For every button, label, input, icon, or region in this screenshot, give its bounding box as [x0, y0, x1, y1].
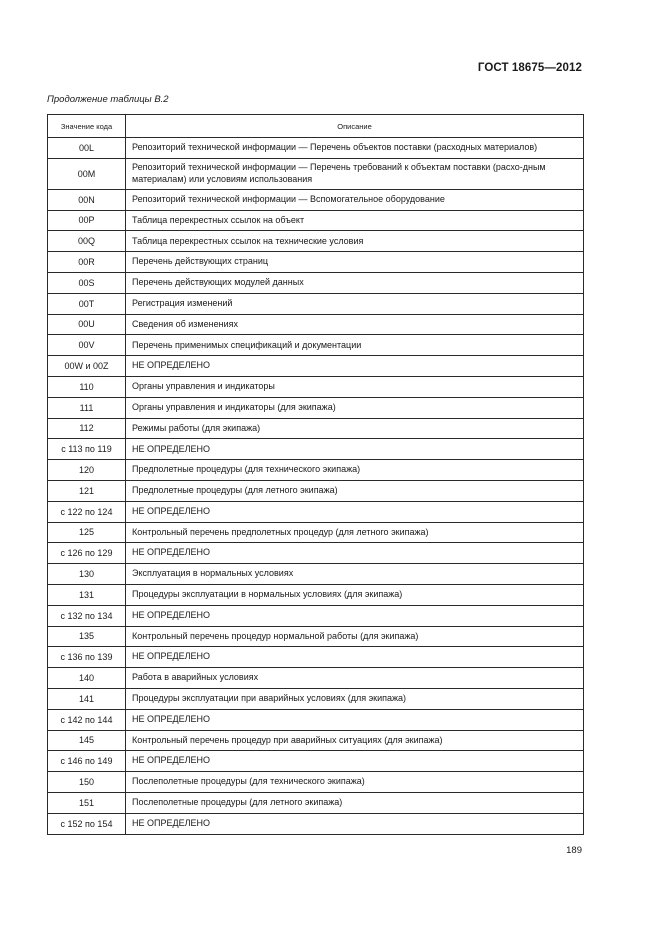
- table-row: [48, 584, 584, 605]
- description-cell: Репозиторий технической информации — Перечень объектов поставки (расходных материалов): [126, 138, 584, 159]
- code-value-cell: 141: [48, 688, 126, 709]
- code-value-cell: 121: [48, 480, 126, 501]
- table-row: [48, 356, 584, 377]
- table-body: [48, 138, 584, 835]
- description-cell: Эксплуатация в нормальных условиях: [126, 564, 584, 585]
- description-cell: Органы управления и индикаторы (для экипажа): [126, 397, 584, 418]
- table-row: [48, 688, 584, 709]
- code-value-cell: 00V: [48, 335, 126, 356]
- table-row: [48, 605, 584, 626]
- description-cell: Предполетные процедуры (для летного экипажа): [126, 480, 584, 501]
- code-value-cell: 151: [48, 792, 126, 813]
- code-value-cell: 00S: [48, 272, 126, 293]
- column-header-description: Описание: [126, 115, 584, 138]
- table-row: [48, 480, 584, 501]
- code-value-cell: 00W и 00Z: [48, 356, 126, 377]
- table-row: [48, 501, 584, 522]
- description-cell: НЕ ОПРЕДЕЛЕНО: [126, 813, 584, 834]
- description-cell: Таблица перекрестных ссылок на объект: [126, 210, 584, 231]
- table-row: [48, 293, 584, 314]
- code-value-cell: с 132 по 134: [48, 605, 126, 626]
- table-row: [48, 158, 584, 189]
- code-value-cell: 150: [48, 772, 126, 793]
- code-value-cell: 145: [48, 730, 126, 751]
- code-value-cell: с 113 по 119: [48, 439, 126, 460]
- code-value-cell: 130: [48, 564, 126, 585]
- description-cell: Регистрация изменений: [126, 293, 584, 314]
- table-row: [48, 647, 584, 668]
- code-value-cell: 00N: [48, 189, 126, 210]
- description-cell: НЕ ОПРЕДЕЛЕНО: [126, 647, 584, 668]
- description-cell: Процедуры эксплуатации при аварийных условиях (для экипажа): [126, 688, 584, 709]
- table-row: [48, 335, 584, 356]
- code-value-cell: 120: [48, 460, 126, 481]
- table-row: [48, 439, 584, 460]
- code-value-cell: 140: [48, 668, 126, 689]
- table-row: [48, 418, 584, 439]
- code-value-cell: 135: [48, 626, 126, 647]
- table-row: [48, 522, 584, 543]
- code-value-cell: с 126 по 129: [48, 543, 126, 564]
- code-value-cell: 112: [48, 418, 126, 439]
- description-cell: Перечень действующих модулей данных: [126, 272, 584, 293]
- table-row: [48, 543, 584, 564]
- table-row: [48, 314, 584, 335]
- table-row: [48, 397, 584, 418]
- table-row: [48, 626, 584, 647]
- table-row: [48, 792, 584, 813]
- code-value-cell: 110: [48, 376, 126, 397]
- code-value-cell: с 136 по 139: [48, 647, 126, 668]
- table-row: [48, 813, 584, 834]
- description-cell: Послеполетные процедуры (для летного экипажа): [126, 792, 584, 813]
- code-value-cell: 00T: [48, 293, 126, 314]
- description-cell: НЕ ОПРЕДЕЛЕНО: [126, 709, 584, 730]
- description-cell: Репозиторий технической информации — Перечень требований к объектам поставки (расхо-дным материалам) или условиям использования: [126, 158, 584, 189]
- column-header-code: Значение кода: [48, 115, 126, 138]
- table-row: [48, 252, 584, 273]
- code-value-cell: 00P: [48, 210, 126, 231]
- table-row: [48, 231, 584, 252]
- description-cell: НЕ ОПРЕДЕЛЕНО: [126, 439, 584, 460]
- description-cell: Послеполетные процедуры (для технического экипажа): [126, 772, 584, 793]
- description-cell: Контрольный перечень процедур при аварийных ситуациях (для экипажа): [126, 730, 584, 751]
- table-row: [48, 189, 584, 210]
- description-cell: НЕ ОПРЕДЕЛЕНО: [126, 751, 584, 772]
- description-cell: Процедуры эксплуатации в нормальных условиях (для экипажа): [126, 584, 584, 605]
- description-cell: Репозиторий технической информации — Вспомогательное оборудование: [126, 189, 584, 210]
- description-cell: НЕ ОПРЕДЕЛЕНО: [126, 356, 584, 377]
- table-row: [48, 564, 584, 585]
- description-cell: Контрольный перечень процедур нормальной работы (для экипажа): [126, 626, 584, 647]
- code-value-cell: 00U: [48, 314, 126, 335]
- description-cell: Предполетные процедуры (для технического экипажа): [126, 460, 584, 481]
- description-cell: Таблица перекрестных ссылок на технические условия: [126, 231, 584, 252]
- code-table: [47, 114, 584, 835]
- table-row: [48, 210, 584, 231]
- description-cell: Сведения об изменениях: [126, 314, 584, 335]
- code-value-cell: 125: [48, 522, 126, 543]
- description-cell: НЕ ОПРЕДЕЛЕНО: [126, 543, 584, 564]
- code-value-cell: с 142 по 144: [48, 709, 126, 730]
- table-row: [48, 730, 584, 751]
- code-value-cell: с 122 по 124: [48, 501, 126, 522]
- page-number: 189: [566, 845, 582, 856]
- code-value-cell: 00M: [48, 158, 126, 189]
- description-cell: Контрольный перечень предполетных процедур (для летного экипажа): [126, 522, 584, 543]
- table-row: [48, 272, 584, 293]
- description-cell: НЕ ОПРЕДЕЛЕНО: [126, 605, 584, 626]
- document-id: ГОСТ 18675—2012: [477, 62, 582, 74]
- description-cell: НЕ ОПРЕДЕЛЕНО: [126, 501, 584, 522]
- table-row: [48, 460, 584, 481]
- table-caption: Продолжение таблицы В.2: [47, 94, 169, 105]
- code-value-cell: 00R: [48, 252, 126, 273]
- table-row: [48, 668, 584, 689]
- table-row: [48, 751, 584, 772]
- code-value-cell: с 146 по 149: [48, 751, 126, 772]
- description-cell: Перечень применимых спецификаций и документации: [126, 335, 584, 356]
- code-value-cell: 111: [48, 397, 126, 418]
- description-cell: Перечень действующих страниц: [126, 252, 584, 273]
- description-cell: Работа в аварийных условиях: [126, 668, 584, 689]
- table-row: [48, 772, 584, 793]
- table-row: [48, 138, 584, 159]
- table-row: [48, 376, 584, 397]
- code-value-cell: с 152 по 154: [48, 813, 126, 834]
- table-row: [48, 709, 584, 730]
- code-value-cell: 00Q: [48, 231, 126, 252]
- code-value-cell: 131: [48, 584, 126, 605]
- table-header-row: [48, 115, 584, 138]
- description-cell: Режимы работы (для экипажа): [126, 418, 584, 439]
- description-cell: Органы управления и индикаторы: [126, 376, 584, 397]
- code-value-cell: 00L: [48, 138, 126, 159]
